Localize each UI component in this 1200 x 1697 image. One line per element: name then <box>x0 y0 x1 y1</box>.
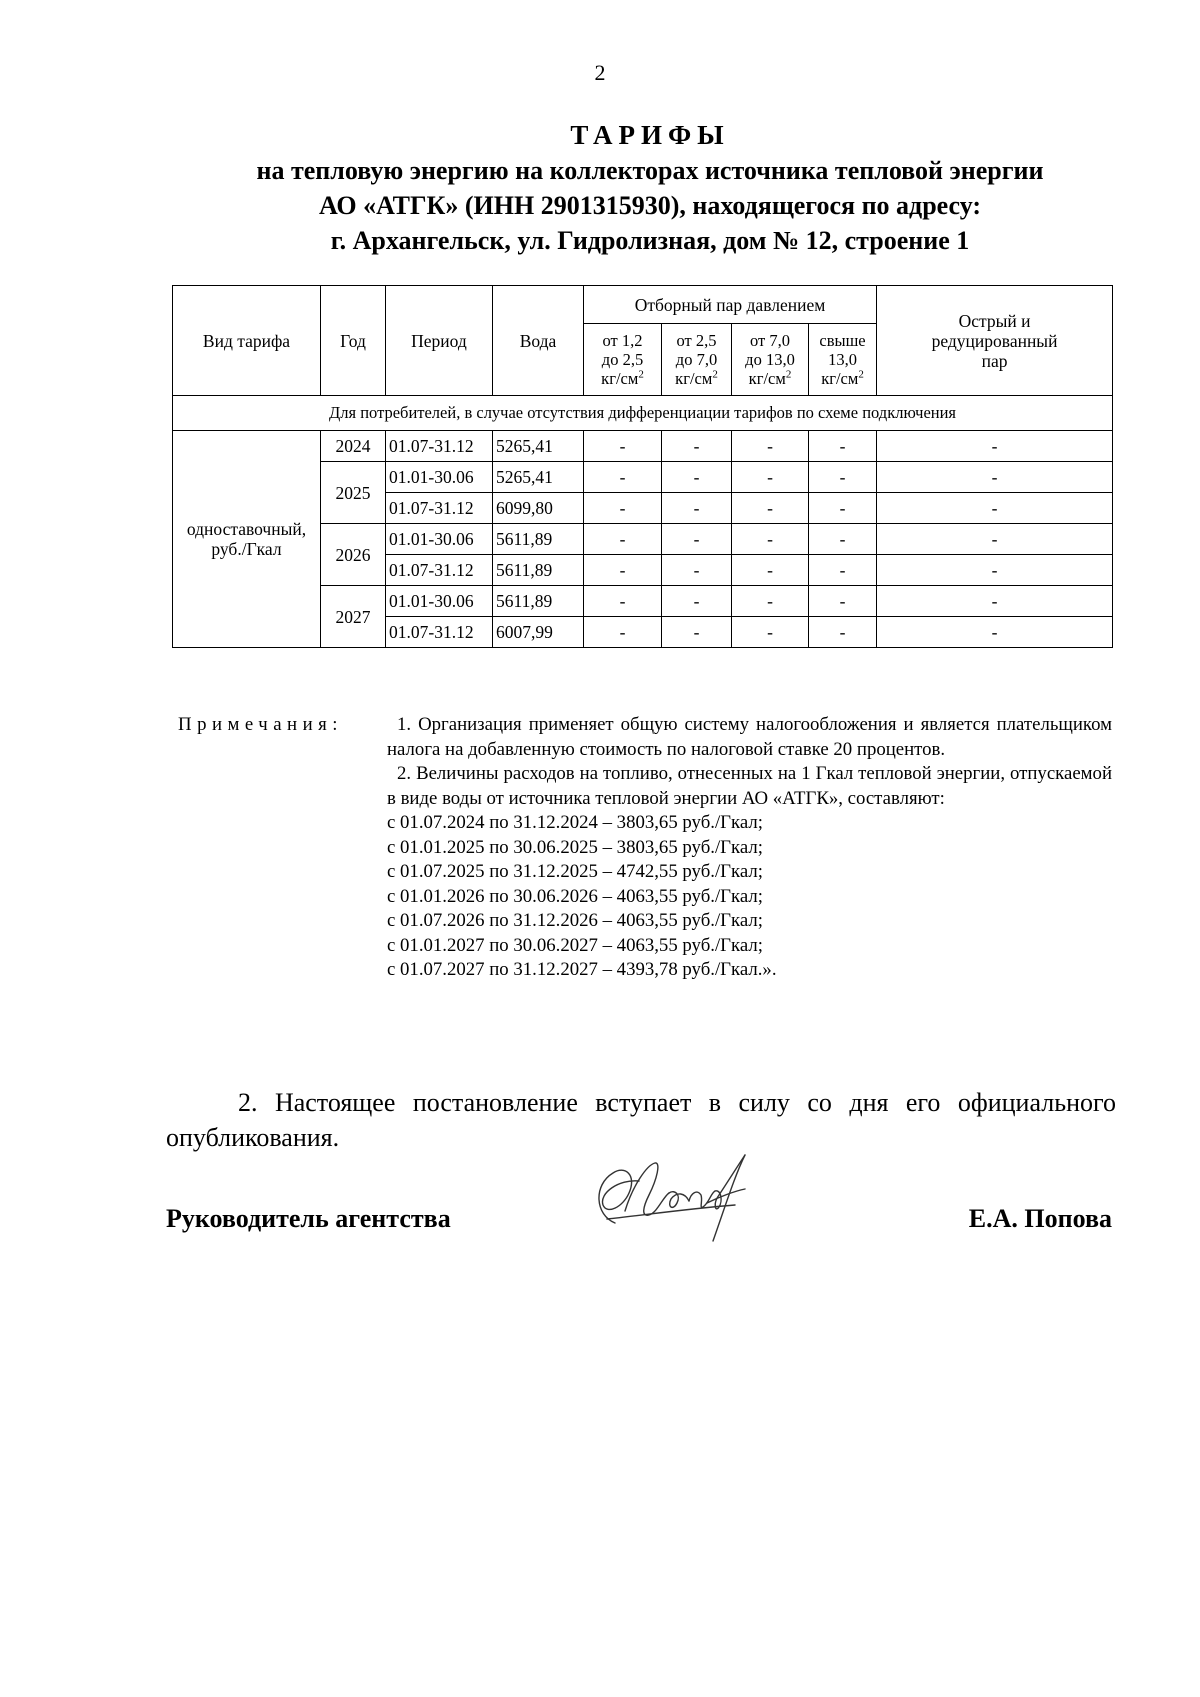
dash-cell: - <box>662 524 732 555</box>
water-cell: 5611,89 <box>493 555 584 586</box>
dash-cell: - <box>662 493 732 524</box>
steam-2-range: от 2,5 до 7,0 <box>675 331 718 369</box>
dash-cell: - <box>732 493 809 524</box>
dash-cell: - <box>809 431 877 462</box>
dash-cell: - <box>732 555 809 586</box>
header-steam-group: Отборный пар давлением <box>584 286 877 324</box>
water-cell: 6007,99 <box>493 617 584 648</box>
unit-power: 2 <box>858 368 864 381</box>
dash-cell: - <box>662 617 732 648</box>
header-steam-2 <box>662 324 732 396</box>
fuel-cost-line: с 01.01.2025 по 30.06.2025 – 3803,65 руб./Гкал; <box>387 836 763 858</box>
handwritten-signature <box>585 1145 780 1245</box>
unit-power: 2 <box>712 368 718 381</box>
header-steam-3 <box>732 324 809 396</box>
dash-cell: - <box>584 555 662 586</box>
dash-cell: - <box>732 431 809 462</box>
period-cell: 01.07-31.12 <box>386 555 493 586</box>
dash-cell: - <box>584 493 662 524</box>
header-tariff-type: Вид тарифа <box>173 286 321 396</box>
dash-cell: - <box>877 617 1113 648</box>
unit-power: 2 <box>785 368 792 381</box>
dash-cell: - <box>877 586 1113 617</box>
dash-cell: - <box>584 431 662 462</box>
period-cell: 01.07-31.12 <box>386 493 493 524</box>
tariff-table <box>172 285 1113 648</box>
year-cell: 2026 <box>321 524 386 586</box>
title-line-1: на тепловую энергию на коллекторах источника тепловой энергии <box>256 156 1044 185</box>
title-line-3: г. Архангельск, ул. Гидролизная, дом № 12, строение 1 <box>330 226 970 255</box>
title-heading: ТАРИФЫ <box>570 120 730 150</box>
notes-body <box>387 713 1112 983</box>
dash-cell: - <box>877 524 1113 555</box>
header-period: Период <box>386 286 493 396</box>
dash-cell: - <box>732 617 809 648</box>
signatory-name: Е.А. Попова <box>968 1204 1112 1233</box>
signatory-position: Руководитель агентства <box>166 1204 451 1233</box>
dash-cell: - <box>732 524 809 555</box>
fuel-cost-line: с 01.07.2025 по 31.12.2025 – 4742,55 руб./Гкал; <box>387 861 763 882</box>
year-cell: 2025 <box>321 462 386 524</box>
notes-label: Примечания: <box>178 714 343 735</box>
unit-label: кг/см <box>748 369 786 388</box>
fuel-cost-line: с 01.07.2024 по 31.12.2024 – 3803,65 руб./Гкал; <box>387 812 763 833</box>
page-number: 2 <box>594 60 606 85</box>
dash-cell: - <box>877 431 1113 462</box>
header-sharp-steam <box>877 286 1113 396</box>
dash-cell: - <box>809 493 877 524</box>
dash-cell: - <box>809 555 877 586</box>
dash-cell: - <box>584 524 662 555</box>
steam-4-range: свыше 13,0 <box>819 331 866 369</box>
dash-cell: - <box>584 462 662 493</box>
section-note: Для потребителей, в случае отсутствия дифференциации тарифов по схеме подключения <box>173 396 1113 431</box>
dash-cell: - <box>809 462 877 493</box>
unit-label: кг/см <box>675 369 713 388</box>
note-item-1: 1. Организация применяет общую систему налогообложения и является плательщиком налога на добавленную стоимость по налоговой ставке 20 процентов. <box>387 714 1112 760</box>
water-cell: 5611,89 <box>493 524 584 555</box>
year-cell: 2024 <box>321 431 386 462</box>
header-water: Вода <box>493 286 584 396</box>
year-cell: 2027 <box>321 586 386 648</box>
unit-power: 2 <box>638 368 644 381</box>
fuel-cost-line: с 01.01.2026 по 30.06.2026 – 4063,55 руб./Гкал; <box>387 885 763 907</box>
dash-cell: - <box>732 462 809 493</box>
header-steam-4 <box>809 324 877 396</box>
period-cell: 01.01-30.06 <box>386 462 493 493</box>
period-cell: 01.01-30.06 <box>386 586 493 617</box>
dash-cell: - <box>662 462 732 493</box>
water-cell: 5265,41 <box>493 462 584 493</box>
dash-cell: - <box>877 462 1113 493</box>
dash-cell: - <box>809 586 877 617</box>
unit-label: кг/см <box>821 369 859 388</box>
fuel-cost-line: с 01.07.2027 по 31.12.2027 – 4393,78 руб./Гкал.». <box>387 959 777 980</box>
water-cell: 5611,89 <box>493 586 584 617</box>
dash-cell: - <box>877 493 1113 524</box>
document-title <box>170 118 1130 258</box>
dash-cell: - <box>662 555 732 586</box>
tariff-name <box>173 431 321 648</box>
header-year: Год <box>321 286 386 396</box>
fuel-cost-line: с 01.01.2027 по 30.06.2027 – 4063,55 руб./Гкал; <box>387 934 763 956</box>
dash-cell: - <box>584 586 662 617</box>
period-cell: 01.07-31.12 <box>386 617 493 648</box>
title-line-2: АО «АТГК» (ИНН 2901315930), находящегося по адресу: <box>318 191 982 220</box>
tariff-name-text: одноставочный, руб./Гкал <box>186 519 307 559</box>
header-steam-1 <box>584 324 662 396</box>
fuel-cost-line: с 01.07.2026 по 31.12.2026 – 4063,55 руб./Гкал; <box>387 910 763 931</box>
water-cell: 6099,80 <box>493 493 584 524</box>
table-row <box>173 431 1113 462</box>
dash-cell: - <box>662 586 732 617</box>
period-cell: 01.07-31.12 <box>386 431 493 462</box>
dash-cell: - <box>584 617 662 648</box>
unit-label: кг/см <box>601 369 639 388</box>
dash-cell: - <box>877 555 1113 586</box>
header-sharp-steam-text: Острый и редуцированный пар <box>931 310 1058 371</box>
steam-3-range: от 7,0 до 13,0 <box>745 331 795 369</box>
dash-cell: - <box>809 617 877 648</box>
dash-cell: - <box>809 524 877 555</box>
dash-cell: - <box>732 586 809 617</box>
note-item-2: 2. Величины расходов на топливо, отнесенных на 1 Гкал тепловой энергии, отпускаемой в виде воды от источника тепловой энергии АО «АТГК», составляют: <box>387 763 1112 809</box>
water-cell: 5265,41 <box>493 431 584 462</box>
steam-1-range: от 1,2 до 2,5 <box>601 331 644 369</box>
period-cell: 01.01-30.06 <box>386 524 493 555</box>
dash-cell: - <box>662 431 732 462</box>
decree-text: 2. Настоящее постановление вступает в силу со дня его официального опубликования. <box>166 1088 1116 1152</box>
